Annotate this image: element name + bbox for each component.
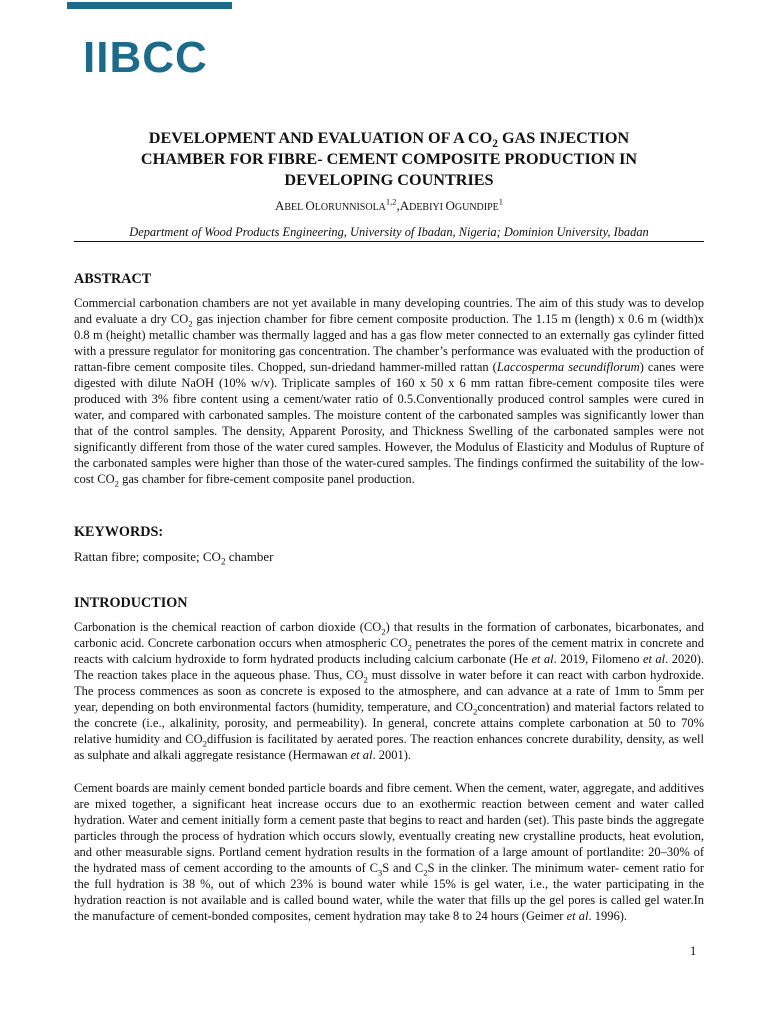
abstract-heading: ABSTRACT [74, 271, 152, 287]
introduction-paragraph-1: Carbonation is the chemical reaction of carbon dioxide $(CO_2)$ that results in the formation of carbonates, bicarbonates, and carbonic acid. Concrete carbonation occurs when atmospheric $CO_2$ penetrates the pores of the cement matrix in concrete and reacts with calcium hydroxide to form hydrated products including calcium carbonate (He et al. 2019, Filomeno et al. 2020). The reaction takes place in the aqueous phase. Thus, $CO_2$ must dissolve in water before it can react with carbon hydroxide. The process commences as soon as concrete is exposed to the atmosphere, and can advance at a rate of 1mm to 5mm per year, depending on both environmental factors (humidity, temperature, and $CO_2concentration$) and material factors related to the concrete (i.e., alkalinity, porosity, and permeability). In general, concrete attains complete carbonation at 50 to 70% relative humidity and $CO_2diffusion$ is facilitated by aerated pores. The reaction enhances concrete durability, density, as well as sulphate and alkali aggregate resistance (Hermawan et al. 2001). [74, 620, 704, 762]
page-number: 1 [690, 944, 697, 958]
introduction-paragraph-2: Cement boards are mainly cement bonded particle boards and fibre cement. When the cement, water, aggregate, and additives are mixed together, a significant heat increase occurs due to an exothermic reaction between cement and water called hydration. Water and cement initially form a cement paste that begins to react and harden (set). This paste binds the aggregate particles through the process of hydration which occurs slowly, eventually creating new crystalline products, heat evolution, and other measurable signs. Portland cement hydration results in the formation of a large amount of portlandite: 20–30% of the hydrated mass of cement according to the amounts of $C_3S$ and $C_2S$ in the clinker. The minimum water- cement ratio for the full hydration is 38 %, out of which 23% is bound water while 15% is gel water, i.e., the water participating in the hydration reaction is not available and is called bound water, while the water that fills up the gel pores is called gel water.In the manufacture of cement-bonded composites, cement hydration may take 8 to 24 hours (Geimer et al. 1996). [74, 781, 705, 923]
header-accent-bar [67, 2, 232, 9]
introduction-heading: INTRODUCTION [74, 595, 188, 611]
paper-title: DEVELOPMENT AND EVALUATION OF A $CO_2$ GAS INJECTION CHAMBER FOR FIBRE- CEMENT COMPOSITE PRODUCTION IN DEVELOPING COUNTRIES [140, 129, 638, 189]
keywords-text: Rattan fibre; composite; $CO_2$ chamber [74, 549, 274, 567]
author-list: ABEL OLORUNNISOLA$^{1,2}$,ADEBIYI OGUNDIPE$^1$ [275, 196, 503, 213]
keywords-heading: KEYWORDS: [74, 524, 164, 540]
affiliation: Department of Wood Products Engineering, University of Ibadan, Nigeria; Dominion University, Ibadan [74, 224, 704, 242]
abstract-text: Commercial carbonation chambers are not yet available in many developing countries. The aim of this study was to develop and evaluate a dry $CO_2$ gas injection chamber for fibre cement composite production. The 1.15 m (length) x 0.6 m (width)x 0.8 m (height) metallic chamber was thermally lagged and has a gas flow meter connected to an externally gas cylinder fitted with a pressure regulator for monitoring gas concentration. The chamber’s performance was evaluated with the production of rattan-fibre cement composite tiles. Chopped, sun-driedand hammer-milled rattan (Laccosperma secundiflorum) canes were digested with dilute NaOH (10% w/v). Triplicate samples of 160 x 50 x 6 mm rattan fibre-cement composite tiles were produced with 3% fibre content using a cement/water ratio of 0.5.Conventionally produced control samples were cured in water, and compared with carbonated samples. The moisture content of the carbonated samples was significantly lower than that of the control samples. The density, Apparent Porosity, and Thickness Swelling of the carbonated samples were not significantly different from those of the water cured samples. However, the Modulus of Elasticity and Modulus of Rupture of the carbonated samples were higher than those of the water-cured samples. The findings confirmed the suitability of the low-cost $CO_2$ gas chamber for fibre-cement composite panel production. [74, 296, 705, 489]
iibcc-logo: IIBCC [83, 33, 208, 82]
